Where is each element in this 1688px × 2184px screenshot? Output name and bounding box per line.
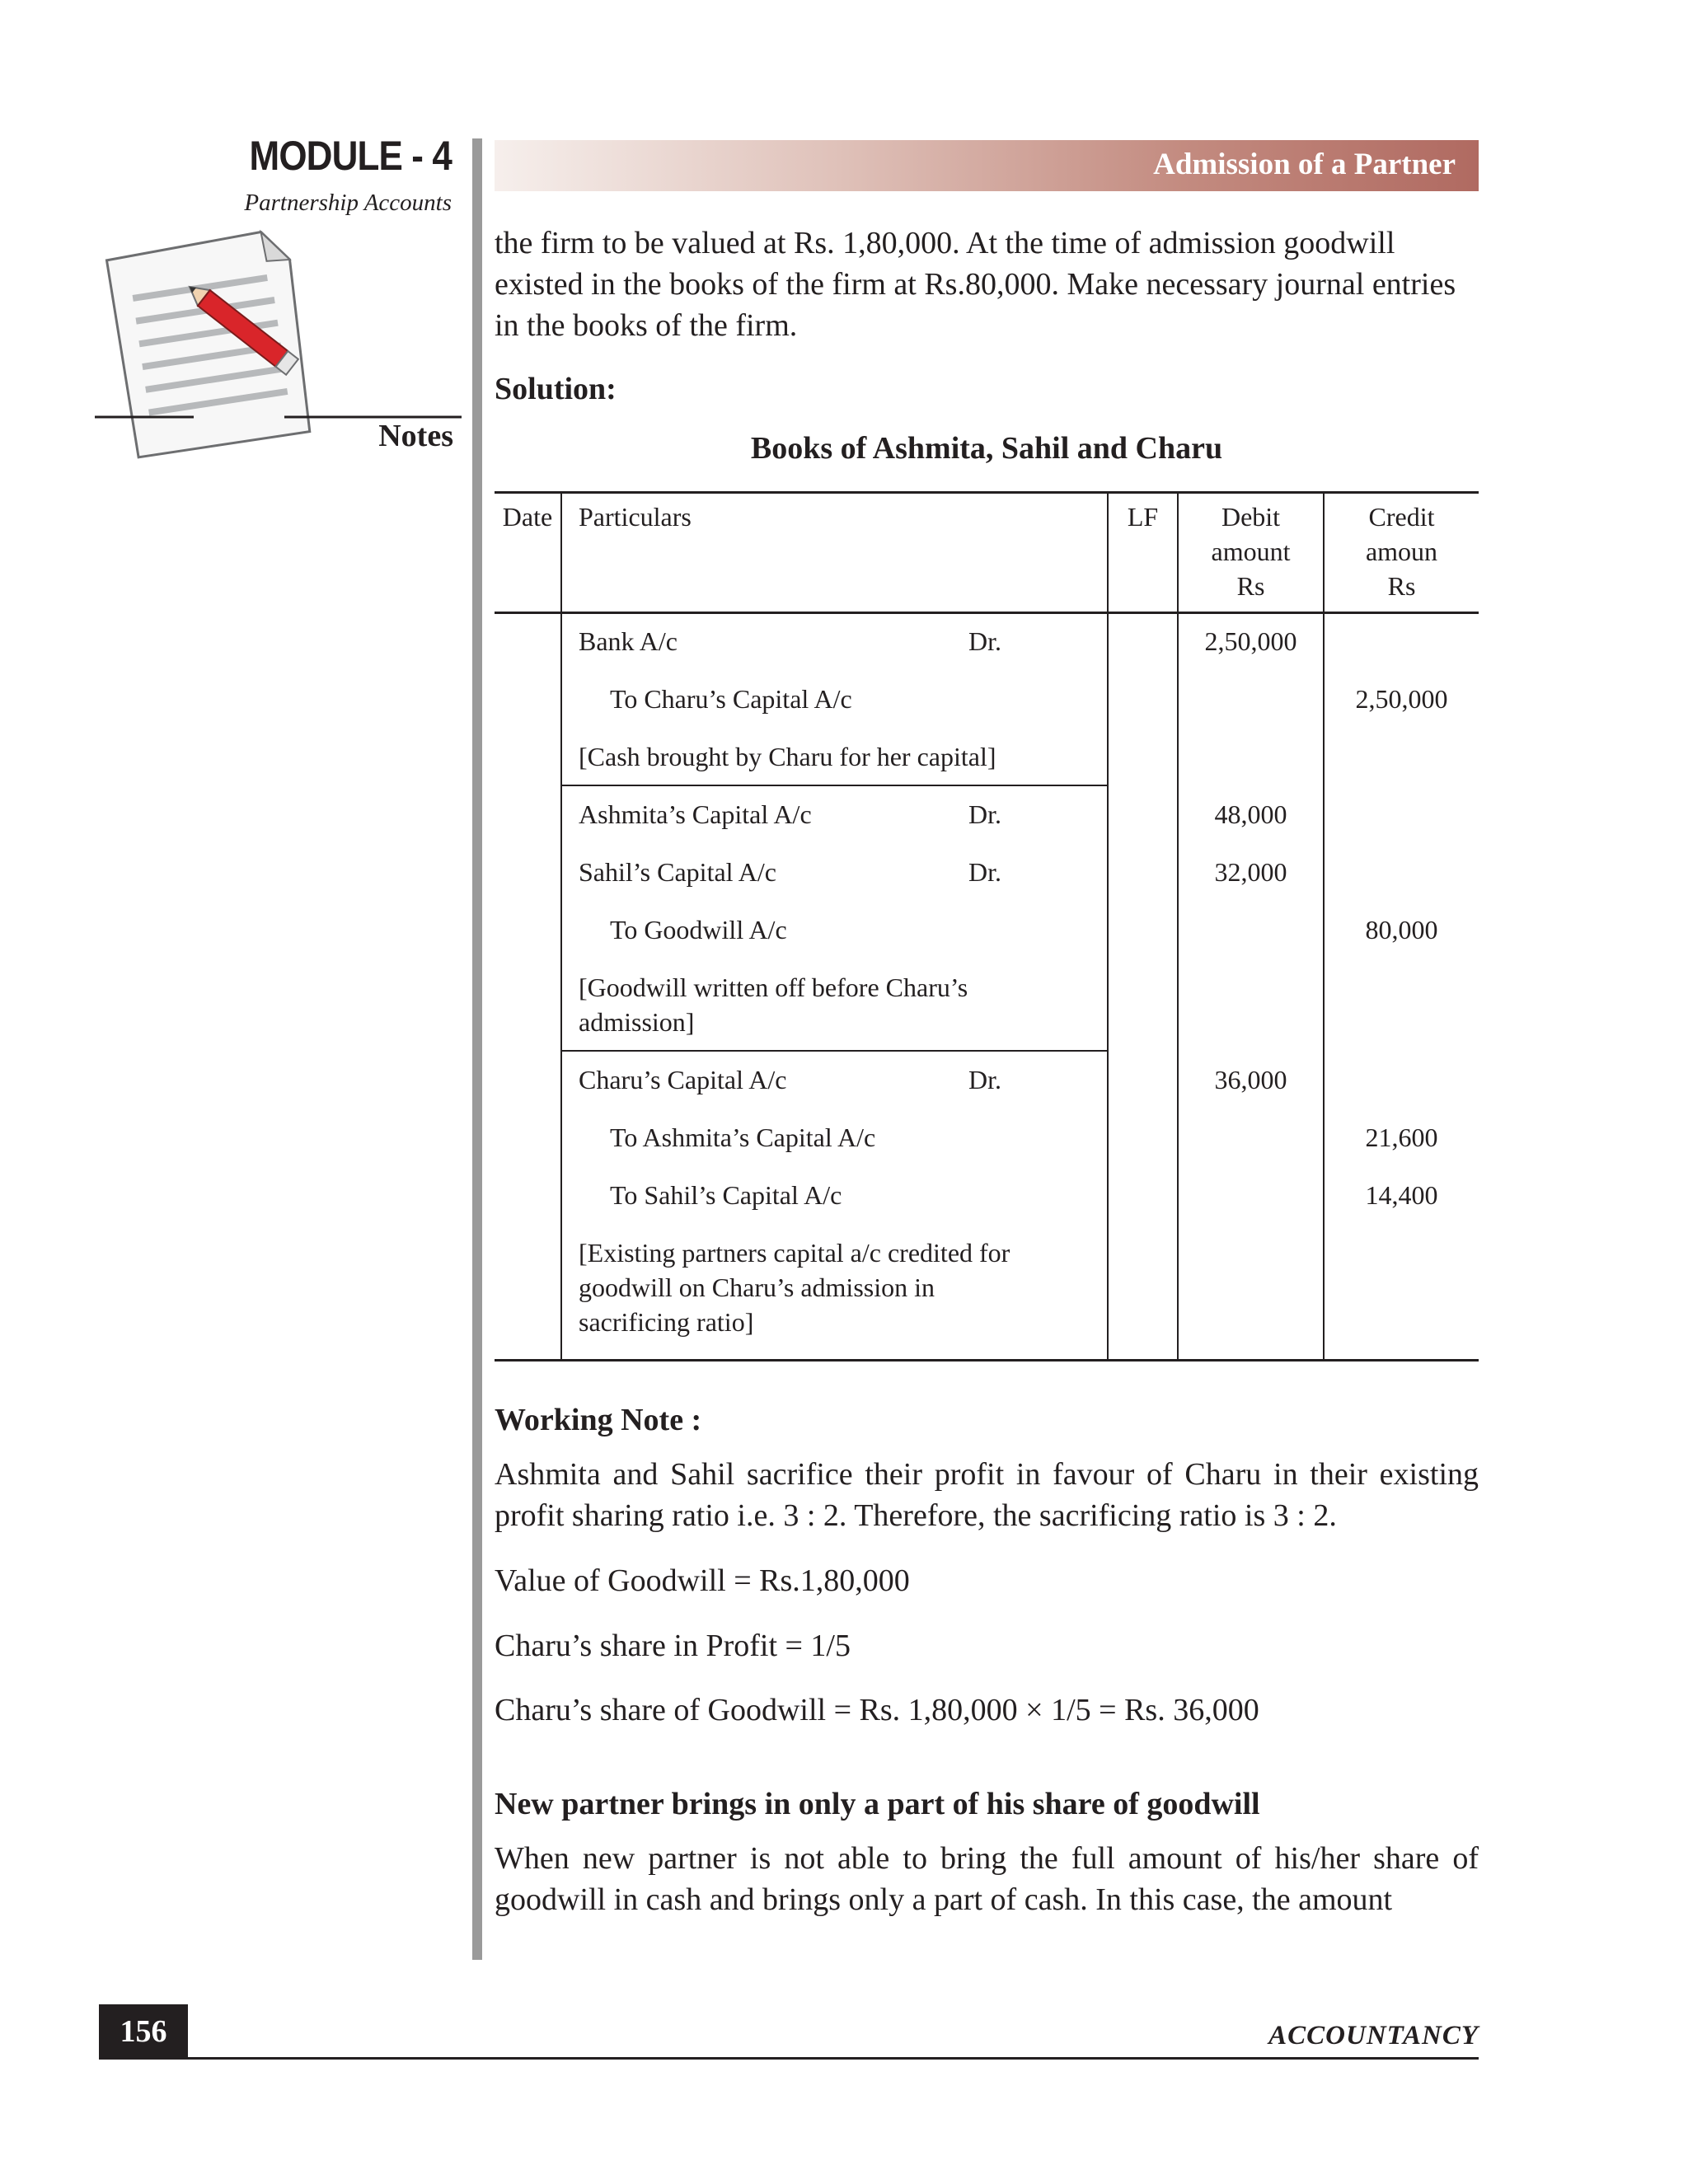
calc-goodwill-share: Charu’s share of Goodwill = Rs. 1,80,000 × 1/5 = Rs. 36,000 [495, 1693, 1259, 1727]
header-debit-line: Debit [1221, 502, 1281, 532]
entry-2-dr-2: Dr. [968, 857, 1001, 887]
header-date: Date [502, 502, 553, 532]
entry-separator [560, 1050, 1109, 1052]
module-title: MODULE - 4 [249, 133, 452, 179]
entry-3-narration: [Existing partners capital a/c credited for goodwill on Charu’s admission in sacrificing ratio] [579, 1238, 1010, 1337]
column-rule [560, 491, 562, 1361]
page-number: 156 [99, 2004, 188, 2059]
intro-line-3: in the books of the firm. [495, 308, 798, 343]
entry-1-debit: 2,50,000 [1204, 626, 1297, 656]
table-top-rule [495, 491, 1479, 494]
header-debit-line: Rs [1236, 571, 1265, 601]
entry-1-line-1: Bank A/c [579, 626, 678, 656]
module-subtitle: Partnership Accounts [244, 190, 452, 216]
entry-3-credit-1: 21,600 [1365, 1122, 1438, 1152]
entry-2-narration: [Goodwill written off before Charu’s admission] [579, 972, 968, 1037]
entry-2-dr-1: Dr. [968, 799, 1001, 829]
section-text: When new partner is not able to bring the full amount of his/her share of goodwill in cash and brings only a part of cash. In this case, the amount [495, 1841, 1479, 1917]
calc-goodwill-value: Value of Goodwill = Rs.1,80,000 [495, 1563, 910, 1598]
header-credit-line: Rs [1387, 571, 1416, 601]
header-credit [1325, 499, 1479, 603]
entry-3-credit-2: 14,400 [1365, 1180, 1438, 1210]
header-debit-line: amount [1211, 537, 1291, 566]
intro-line-1: the firm to be valued at Rs. 1,80,000. At the time of admission goodwill [495, 226, 1395, 260]
entry-3-debit: 36,000 [1214, 1065, 1287, 1094]
working-note-text: Ashmita and Sahil sacrifice their profit in favour of Charu in their existing profit sharing ratio i.e. 3 : 2. Therefore, the sacrificing ratio is 3 : 2. [495, 1457, 1479, 1533]
header-particulars: Particulars [579, 502, 692, 532]
entry-2-line-1: Ashmita’s Capital A/c [579, 799, 812, 829]
entry-1-line-2: To Charu’s Capital A/c [610, 684, 852, 714]
entry-separator [560, 785, 1109, 786]
header-credit-line: amoun [1365, 537, 1438, 566]
intro-line-2: existed in the books of the firm at Rs.80,000. Make necessary journal entries [495, 267, 1456, 302]
entry-3-line-1: Charu’s Capital A/c [579, 1065, 787, 1094]
entry-2-credit: 80,000 [1365, 915, 1438, 944]
chapter-header-band [495, 140, 1479, 191]
chapter-title: Admission of a Partner [1153, 148, 1456, 181]
footer-subject: ACCOUNTANCY [1268, 2021, 1479, 2050]
books-title: Books of Ashmita, Sahil and Charu [750, 431, 1223, 466]
entry-1-dr: Dr. [968, 626, 1001, 656]
header-credit-line: Credit [1368, 502, 1435, 532]
entry-3-line-3: To Sahil’s Capital A/c [610, 1180, 842, 1210]
entry-1-credit: 2,50,000 [1355, 684, 1448, 714]
journal-table [495, 491, 1479, 1361]
entry-3-dr: Dr. [968, 1065, 1001, 1094]
calc-profit-share: Charu’s share in Profit = 1/5 [495, 1629, 851, 1663]
working-note-label: Working Note : [495, 1403, 702, 1437]
entry-2-line-2: Sahil’s Capital A/c [579, 857, 776, 887]
margin-divider [472, 138, 482, 1960]
column-rule [1107, 491, 1109, 1361]
table-bottom-rule [495, 1359, 1479, 1361]
entry-2-debit-1: 48,000 [1214, 799, 1287, 829]
solution-label: Solution: [495, 372, 617, 406]
entry-2-line-3: To Goodwill A/c [610, 915, 787, 944]
header-lf: LF [1127, 502, 1159, 532]
entry-2-debit-2: 32,000 [1214, 857, 1287, 887]
entry-1-narration: [Cash brought by Charu for her capital] [579, 742, 996, 771]
entry-3-line-2: To Ashmita’s Capital A/c [610, 1122, 876, 1152]
footer-rule [99, 2057, 1479, 2060]
header-debit [1179, 499, 1323, 603]
section-heading: New partner brings in only a part of his share of goodwill [495, 1787, 1260, 1821]
notes-label: Notes [378, 419, 453, 453]
table-header-rule [495, 612, 1479, 614]
column-rule [1177, 491, 1179, 1361]
